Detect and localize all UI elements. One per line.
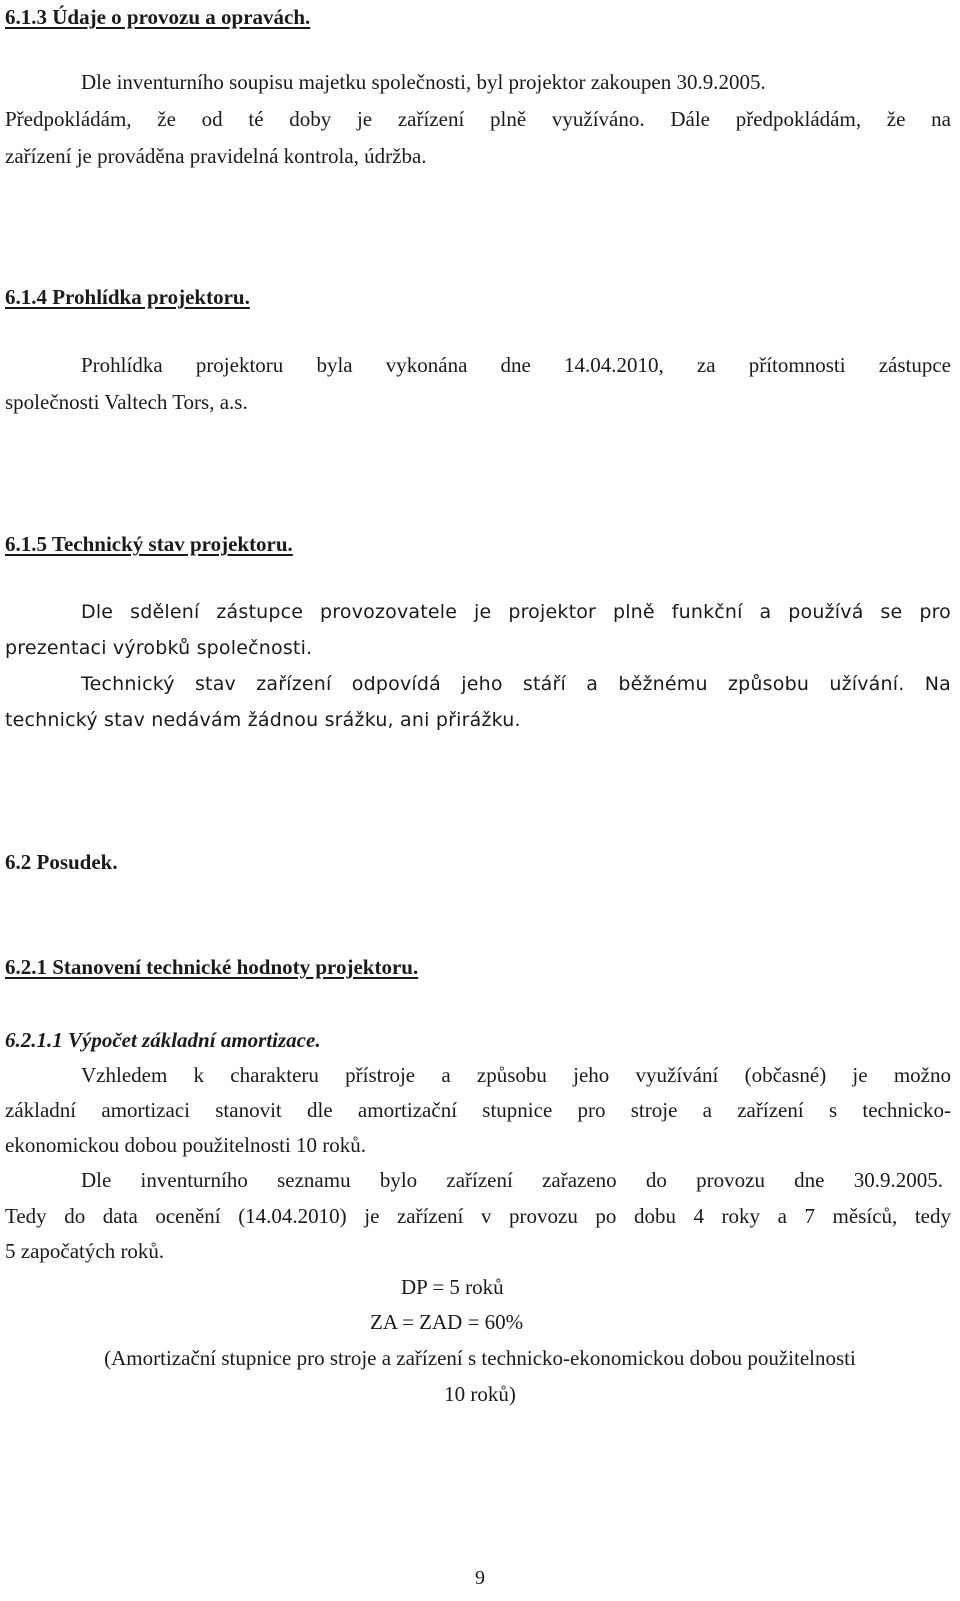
- section-heading-6-1-4: 6.1.4 Prohlídka projektoru.: [5, 285, 250, 309]
- paragraph-line: společnosti Valtech Tors, a.s.: [5, 390, 248, 414]
- section-heading-6-2-1-1: 6.2.1.1 Výpočet základní amortizace.: [5, 1028, 321, 1052]
- section-heading-6-2-1: 6.2.1 Stanovení technické hodnoty projektoru.: [5, 955, 419, 979]
- paragraph-line: zařízení je prováděna pravidelná kontrola, údržba.: [5, 144, 427, 168]
- page-number: 9: [475, 1567, 485, 1589]
- paragraph-line: Předpokládám, že od té doby je zařízení plně využíváno. Dále předpokládám, že na: [5, 107, 951, 131]
- paragraph-line: Dle inventurního soupisu majetku společnosti, byl projektor zakoupen 30.9.2005.: [81, 70, 766, 94]
- note-line: 10 roků): [444, 1382, 516, 1406]
- section-heading-6-1-3: 6.1.3 Údaje o provozu a opravách.: [5, 5, 311, 29]
- paragraph-line: základní amortizaci stanovit dle amortizační stupnice pro stroje a zařízení s technicko-: [5, 1098, 951, 1122]
- formula-dp: DP = 5 roků: [401, 1275, 504, 1299]
- paragraph-line: Dle sdělení zástupce provozovatele je projektor plně funkční a používá se pro: [81, 601, 951, 623]
- note-line: (Amortizační stupnice pro stroje a zařízení s technicko-ekonomickou dobou použitelnosti: [104, 1346, 856, 1370]
- formula-za: ZA = ZAD = 60%: [370, 1310, 524, 1334]
- paragraph-line: ekonomickou dobou použitelnosti 10 roků.: [5, 1133, 367, 1157]
- paragraph-line: 5 započatých roků.: [5, 1239, 165, 1263]
- section-heading-6-2: 6.2 Posudek.: [5, 850, 118, 874]
- paragraph-line: Dle inventurního seznamu bylo zařízení zařazeno do provozu dne 30.9.2005.: [81, 1168, 943, 1192]
- section-heading-6-1-5: 6.1.5 Technický stav projektoru.: [5, 532, 293, 556]
- paragraph-line: technický stav nedávám žádnou srážku, ani přirážku.: [5, 709, 521, 731]
- paragraph-line: prezentaci výrobků společnosti.: [5, 637, 313, 659]
- paragraph-line: Tedy do data ocenění (14.04.2010) je zařízení v provozu po dobu 4 roky a 7 měsíců, tedy: [5, 1204, 951, 1228]
- paragraph-line: Prohlídka projektoru byla vykonána dne 14.04.2010, za přítomnosti zástupce: [81, 353, 951, 377]
- paragraph-line: Technický stav zařízení odpovídá jeho stáří a běžnému způsobu užívání. Na: [81, 673, 951, 695]
- paragraph-line: Vzhledem k charakteru přístroje a způsobu jeho využívání (občasné) je možno: [81, 1063, 951, 1087]
